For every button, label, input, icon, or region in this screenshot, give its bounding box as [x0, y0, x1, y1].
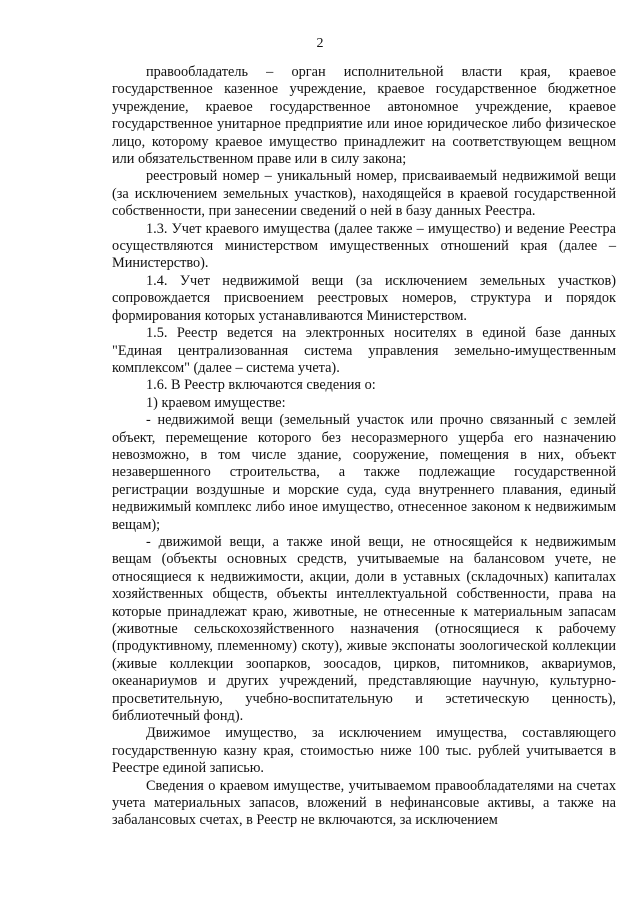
- paragraph-movable-single-record: Движимое имущество, за исключением имущества, составляющего государственную казну края, стоимостью ниже 100 тыс. рублей учитывается в Реестре единой записью.: [112, 725, 616, 777]
- bullet-movable-property: - движимой вещи, а также иной вещи, не относящейся к недвижимым вещам (объекты основных средств, учитываемые на балансовом учете, не относящиеся к недвижимости, акции, доли в уставных (складочных) капиталах хозяйственных обществ, объекты интеллектуальной собственности, права на которые принадлежат краю, животные, не отнесенные к материальным запасам (животные сельскохозяйственного назначения (относящиеся к рабочему (продуктивному, племенному) скоту), живые экспонаты зоологической коллекции (живые коллекции зоопарков, зоосадов, цирков, питомников, аквариумов, океанариумов и других учреждений, представляющие научную, культурно-просветительную, учебно-воспитательную и эстетическую ценность), библиотечный фонд).: [112, 533, 616, 725]
- paragraph-1-4: 1.4. Учет недвижимой вещи (за исключением земельных участков) сопровождается присвоением реестровых номеров, структура и порядок формирования которых устанавливаются Министерством.: [112, 272, 616, 324]
- bullet-immovable-property: - недвижимой вещи (земельный участок или прочно связанный с землей объект, перемещение которого без несоразмерного ущерба его назначению невозможно, в том числе здание, сооружение, помещения в них, объект незавершенного строительства, а также подлежащие государственной регистрации воздушные и морские суда, суда внутреннего плавания, единый недвижимый комплекс либо иное имущество, отнесенное законом к недвижимым вещам);: [112, 412, 616, 533]
- document-body: [112, 64, 616, 830]
- paragraph-1-6: 1.6. В Реестр включаются сведения о:: [146, 377, 376, 394]
- paragraph-excluded-accounts: Сведения о краевом имуществе, учитываемом правообладателями на счетах учета материальных запасов, вложений в нефинансовые активы, а также на забалансовых счетах, в Реестр не включаются, за исключением: [112, 777, 616, 829]
- paragraph-definition-rightholder: правообладатель – орган исполнительной власти края, краевое государственное казенное учреждение, краевое государственное бюджетное учреждение, краевое государственное автономное учреждение, краевое государственное унитарное предприятие или иное юридическое либо физическое лицо, которому краевое имущество принадлежит на соответствующем вещном или обязательственном праве или в силу закона;: [112, 64, 616, 168]
- page-number: 2: [316, 36, 324, 51]
- paragraph-1-5: 1.5. Реестр ведется на электронных носителях в единой базе данных "Единая централизованная система управления земельно-имущественным комплексом" (далее – система учета).: [112, 325, 616, 376]
- paragraph-1-3: 1.3. Учет краевого имущества (далее также – имущество) и ведение Реестра осуществляются министерством имущественных отношений края (далее – Министерство).: [112, 220, 616, 272]
- list-item-1: 1) краевом имуществе:: [146, 394, 286, 411]
- paragraph-definition-registry-number: реестровый номер – уникальный номер, присваиваемый недвижимой вещи (за исключением земельных участков), находящейся в краевой государственной собственности, при занесении сведений о ней в базу данных Реестра.: [112, 168, 616, 220]
